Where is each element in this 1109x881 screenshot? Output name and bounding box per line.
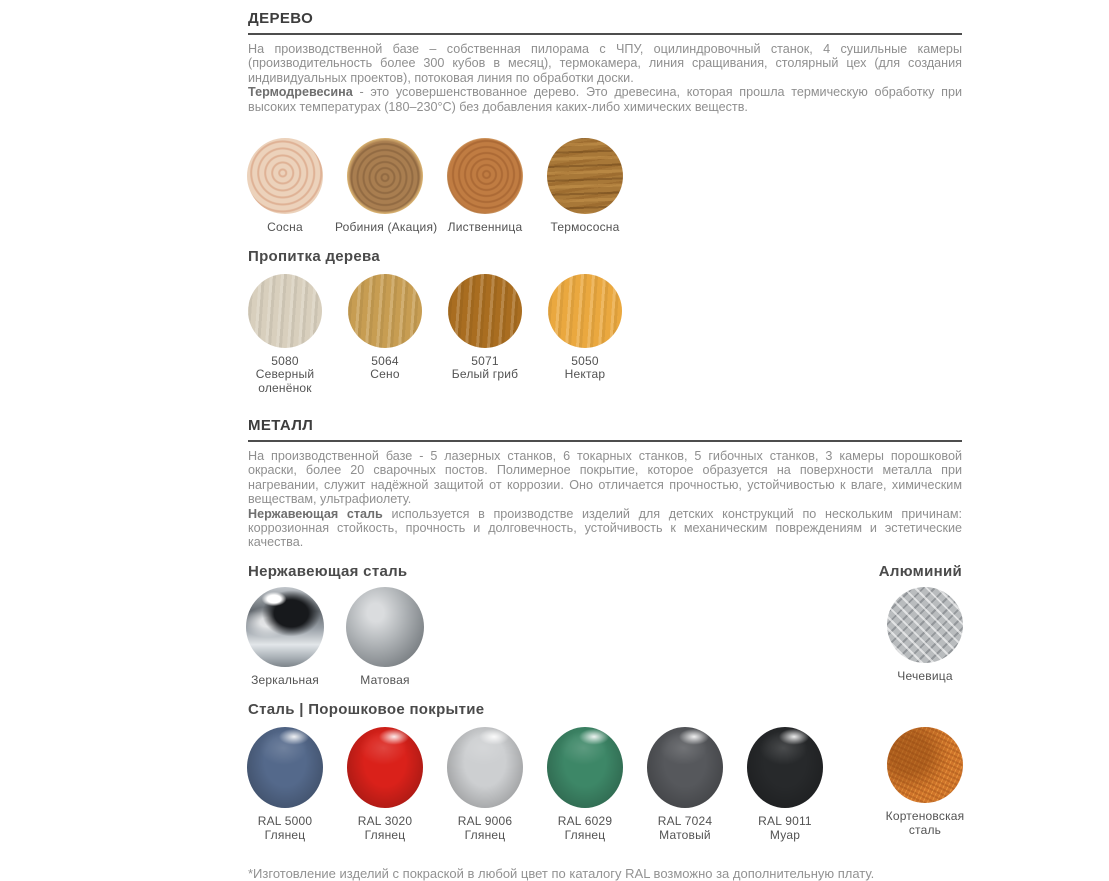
impregnation-name-5050: Нектар (564, 367, 606, 382)
wood-swatch-larch (435, 138, 535, 235)
thermopine-label: Термососна (550, 220, 620, 235)
stainless-swatch-mirror (235, 587, 335, 688)
ral3020-sphere (347, 727, 423, 808)
impregnation-code-5071: 5071 (471, 353, 499, 368)
powder-colors-row (235, 727, 975, 842)
impregnation-swatch-5050 (535, 274, 635, 396)
robinia-label: Робиния (Акация) (335, 220, 438, 235)
robinia-cross-section-image (347, 138, 423, 214)
stainless-swatch-matte (335, 587, 435, 688)
powder-swatch-ral7024 (635, 727, 735, 842)
powder-title: Сталь | Порошковое покрытие (248, 701, 485, 719)
stainless-title: Нержавеющая сталь (248, 562, 408, 580)
impregnation-code-5064: 5064 (371, 353, 399, 368)
aluminum-title: Алюминий (878, 562, 962, 580)
mirror-steel-sphere-image (246, 587, 324, 667)
corten-label: Кортеновская сталь (885, 809, 965, 837)
impregnation-swatch-5080 (235, 274, 335, 396)
ral-footnote: *Изготовление изделий с покраской в любой цвет по каталогу RAL возможно за дополнительную плату. (248, 866, 875, 881)
pine-label: Сосна (267, 220, 303, 235)
ral7024-code: RAL 7024 (657, 814, 713, 829)
matte-label: Матовая (360, 672, 410, 687)
corten-steel-image (887, 727, 963, 803)
ral5000-finish: Глянец (264, 827, 306, 842)
impregnation-title: Пропитка дерева (248, 247, 380, 265)
corten-swatch (875, 727, 975, 842)
powder-swatch-ral6029 (535, 727, 635, 842)
powder-swatch-ral9006 (435, 727, 535, 842)
metal-intro-paragraph: На производственной базе - 5 лазерных станков, 6 токарных станков, 5 гибочных станков, 3 камеры порошковой окраски, более 20 сварочных постов. Полимерное покрытие, которое образуется на поверхности металла при нагревании, служит надёжной защитой от коррозии. Оно отличается прочностью, устойчивостью к влаге, химическим веществам, ультрафиолету. (248, 449, 962, 507)
ral6029-code: RAL 6029 (557, 814, 613, 829)
ral7024-finish: Матовый (659, 827, 711, 842)
catalog-page (248, 0, 965, 881)
color-disc-5080 (248, 274, 322, 348)
row-spacer (835, 727, 875, 842)
powder-swatch-ral5000 (235, 727, 335, 842)
impregnation-swatch-5064 (335, 274, 435, 396)
ral9011-sphere (747, 727, 823, 808)
larch-label: Лиственница (447, 220, 523, 235)
stainless-text: используется в производстве изделий для детских конструкций по нескольким причинам: коррозионная стойкость, прочность и долговечность, устойчивость к механическим повреждениям и эстетические качества. (248, 506, 962, 550)
pine-cross-section-image (247, 138, 323, 214)
ral5000-code: RAL 5000 (257, 814, 313, 829)
aluminum-checker-plate-image (887, 587, 963, 663)
impregnation-swatch-5071 (435, 274, 535, 396)
ral3020-code: RAL 3020 (357, 814, 413, 829)
ral9006-sphere (447, 727, 523, 808)
aluminum-finish-label: Чечевица (897, 668, 953, 683)
ral6029-finish: Глянец (564, 827, 606, 842)
ral9011-code: RAL 9011 (758, 814, 812, 829)
larch-cross-section-image (447, 138, 523, 214)
wood-swatch-robinia (335, 138, 438, 235)
impregnation-name-5064: Сено (370, 367, 400, 382)
wood-section-title: ДЕРЕВО (248, 10, 962, 35)
ral7024-sphere (647, 727, 723, 808)
ral6029-sphere (547, 727, 623, 808)
wood-swatch-thermopine (535, 138, 635, 235)
stainless-paragraph (248, 507, 962, 550)
thermowood-term: Термодревесина (248, 85, 353, 100)
thermowood-paragraph (248, 85, 962, 114)
ral9006-code: RAL 9006 (457, 814, 513, 829)
impregnation-row (235, 274, 975, 396)
wood-species-row (235, 138, 975, 235)
color-disc-5064 (348, 274, 422, 348)
impregnation-name-5080: Северный оленёнок (255, 367, 315, 395)
ral3020-finish: Глянец (364, 827, 406, 842)
color-disc-5071 (448, 274, 522, 348)
impregnation-code-5050: 5050 (571, 353, 599, 368)
powder-swatch-ral9011 (735, 727, 835, 842)
stainless-aluminum-row (235, 587, 975, 688)
ral9011-finish: Муар (769, 827, 801, 842)
impregnation-name-5071: Белый гриб (451, 367, 519, 382)
metal-section-title: МЕТАЛЛ (248, 417, 962, 442)
powder-swatch-ral3020 (335, 727, 435, 842)
mirror-label: Зеркальная (251, 672, 319, 687)
aluminum-swatch (875, 587, 975, 688)
stainless-term: Нержавеющая сталь (248, 506, 383, 521)
thermowood-text: - это усовершенствованное дерево. Это древесина, которая прошла термическую обработку при высоких температурах (180–230°С) без добавления каких-либо химических веществ. (248, 85, 962, 114)
wood-intro-paragraph: На производственной базе – собственная пилорама с ЧПУ, оцилиндровочный станок, 4 сушильные камеры (производительность более 300 кубов в месяц), термокамера, линия сращивания, столярный цех (для создания индивидуальных проектов), потоковая линия по обработки доски. (248, 42, 962, 85)
ral5000-sphere (247, 727, 323, 808)
color-disc-5050 (548, 274, 622, 348)
matte-steel-sphere-image (346, 587, 424, 667)
thermopine-grain-image (547, 138, 623, 214)
row-spacer (435, 587, 875, 688)
wood-swatch-pine (235, 138, 335, 235)
metal-subheads (248, 563, 962, 580)
impregnation-code-5080: 5080 (271, 353, 299, 368)
ral9006-finish: Глянец (464, 827, 506, 842)
